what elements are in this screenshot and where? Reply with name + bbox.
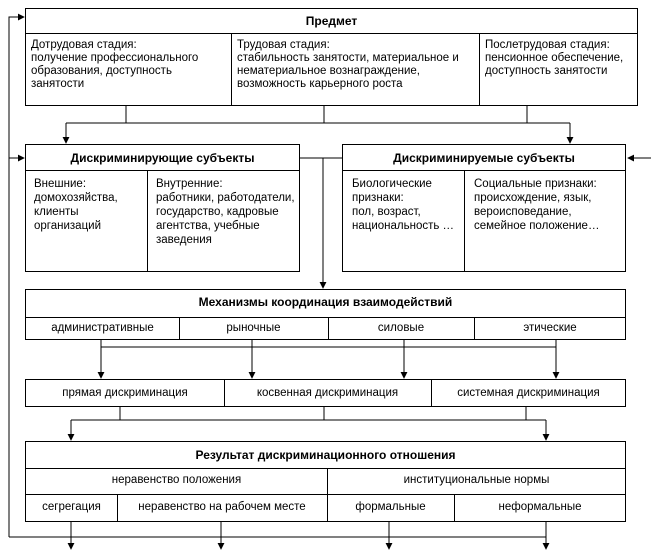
post-labor-stage: Послетрудовая стадия: пенсионное обеспечение, доступность занятости	[485, 39, 624, 77]
workplace-inequality: неравенство на рабочем месте	[138, 501, 306, 513]
feedback-loop-line	[9, 17, 24, 537]
external-subjects: Внешние: домохозяйства, клиенты организаций	[34, 178, 118, 232]
discrimination-types-box	[25, 379, 626, 407]
discriminating-subjects-title: Дискриминирующие субъекты	[70, 151, 255, 165]
institutional-norms: институциональные нормы	[403, 474, 550, 486]
biological-traits: Биологические признаки: пол, возраст, национальность …	[352, 178, 455, 232]
subject-title: Предмет	[305, 14, 358, 28]
formal-norms: формальные	[355, 501, 426, 513]
mechanism-administrative: административные	[51, 322, 154, 334]
mechanism-market: рыночные	[226, 322, 281, 334]
pre-labor-stage: Дотрудовая стадия: получение профессионального образования, доступность занятости	[31, 39, 199, 90]
discriminated-subjects-title: Дискриминируемые субъекты	[393, 151, 575, 165]
mechanism-ethical: этические	[523, 322, 577, 334]
subject-box	[25, 8, 638, 106]
inequality-of-position: неравенство положения	[111, 474, 242, 486]
result-box	[25, 441, 626, 522]
result-title: Результат дискриминационного отношения	[195, 448, 456, 462]
social-traits: Социальные признаки: происхождение, язык, вероисповедание, семейное положение…	[474, 178, 600, 232]
indirect-discrimination: косвенная дискриминация	[256, 387, 399, 399]
direct-discrimination: прямая дискриминация	[62, 387, 188, 399]
informal-norms: неформальные	[498, 501, 582, 513]
labor-stage: Трудовая стадия: стабильность занятости, материальное и нематериальное вознаграждение, возможность карьерного роста	[237, 39, 459, 90]
segregation: сегрегация	[42, 501, 101, 513]
discriminating-subjects-box	[25, 144, 300, 272]
systemic-discrimination: системная дискриминация	[457, 387, 600, 399]
mechanism-force: силовые	[377, 322, 425, 334]
mechanisms-title: Механизмы координация взаимодействий	[198, 295, 453, 309]
internal-subjects: Внутренние: работники, работодатели, государство, кадровые агентства, учебные заведения	[156, 178, 295, 246]
mechanisms-box	[25, 289, 626, 340]
discriminated-subjects-box	[342, 144, 626, 272]
